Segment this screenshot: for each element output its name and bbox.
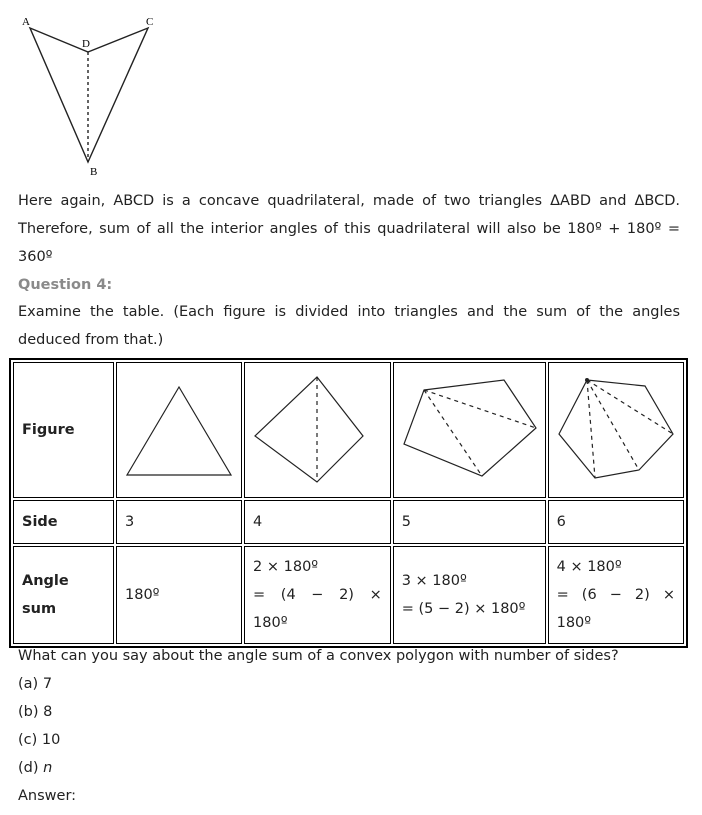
cell-side-4: 6 xyxy=(548,500,684,544)
angle-4-minus: − xyxy=(609,587,622,603)
question-text: What can you say about the angle sum of a convex polygon with number of sides? xyxy=(18,648,619,664)
option-c-prefix: (c) xyxy=(18,732,42,748)
angle-2-open: (4 xyxy=(280,587,296,603)
cell-triangle xyxy=(116,362,242,498)
cell-pentagon xyxy=(393,362,546,498)
cell-quadrilateral xyxy=(244,362,391,498)
quadrilateral-figure xyxy=(247,370,387,490)
angle-3-line2: = (5 − 2) × 180º xyxy=(401,601,526,617)
angle-4-eq: = xyxy=(556,587,569,603)
concave-quadrilateral-figure xyxy=(0,0,702,185)
angle-2-line3: 180º xyxy=(253,615,288,631)
option-a-prefix: (a) xyxy=(18,676,43,692)
option-a xyxy=(18,670,688,698)
option-c-value: 10 xyxy=(41,732,61,748)
pentagon-figure xyxy=(396,372,542,488)
question-heading: Question 4: xyxy=(18,277,113,293)
cell-angle-4 xyxy=(548,546,684,644)
vertex-label-b: B xyxy=(90,166,98,178)
cell-angle-2 xyxy=(244,546,391,644)
angle-3-line1: 3 × 180º xyxy=(401,573,467,589)
angle-4-line2 xyxy=(557,581,675,609)
angle-4-line3: 180º xyxy=(556,615,592,631)
cell-side-3: 5 xyxy=(393,500,546,544)
paragraph-concave-explanation: Here again, ABCD is a concave quadrilateral, made of two triangles ΔABD and ΔBCD. Therefore, sum of all the interior angles of this quadrilateral will also be 180º + 180º = 360º xyxy=(18,193,680,265)
option-d-prefix: (d) xyxy=(18,760,44,776)
cell-angle-3 xyxy=(393,546,546,644)
hexagon-figure xyxy=(551,370,681,490)
table-row-angle-sum xyxy=(13,546,684,644)
vertex-label-c: C xyxy=(146,16,154,28)
answer-label: Answer: xyxy=(18,788,77,804)
paragraph-examine-table: Examine the table. (Each figure is divided into triangles and the sum of the angles deduced from that.) xyxy=(18,304,680,348)
angle-2-minus: − xyxy=(311,587,324,603)
cell-side-2: 4 xyxy=(244,500,391,544)
table-row-figure xyxy=(13,362,684,498)
cell-hexagon xyxy=(548,362,684,498)
option-d-value: n xyxy=(43,760,53,776)
row-label-angle-line1: Angle xyxy=(22,573,69,589)
angle-2-line2 xyxy=(253,581,382,609)
option-b-prefix: (b) xyxy=(18,704,44,720)
angle-4-open: (6 xyxy=(581,587,597,603)
option-a-value: 7 xyxy=(42,676,53,692)
row-label-angle-sum xyxy=(13,546,114,644)
cell-angle-1: 180º xyxy=(116,546,242,644)
cell-side-1: 3 xyxy=(116,500,242,544)
row-label-figure: Figure xyxy=(13,362,114,498)
option-d xyxy=(18,754,688,782)
angle-2-times: × xyxy=(369,587,382,603)
table-row-side xyxy=(13,500,684,544)
polygon-angle-table xyxy=(9,358,688,648)
angle-2-eq: = xyxy=(253,587,266,603)
angle-4-close: 2) xyxy=(634,587,650,603)
option-b xyxy=(18,698,688,726)
option-b-value: 8 xyxy=(43,704,53,720)
angle-4-line1: 4 × 180º xyxy=(556,559,622,575)
angle-4-times: × xyxy=(662,587,675,603)
triangle-figure xyxy=(119,375,239,485)
option-c xyxy=(18,726,688,754)
angle-2-close: 2) xyxy=(339,587,354,603)
vertex-label-d: D xyxy=(82,38,90,50)
angle-2-line1: 2 × 180º xyxy=(253,559,319,575)
vertex-label-a: A xyxy=(22,16,30,28)
row-label-side: Side xyxy=(13,500,114,544)
row-label-angle-line2: sum xyxy=(22,601,57,617)
